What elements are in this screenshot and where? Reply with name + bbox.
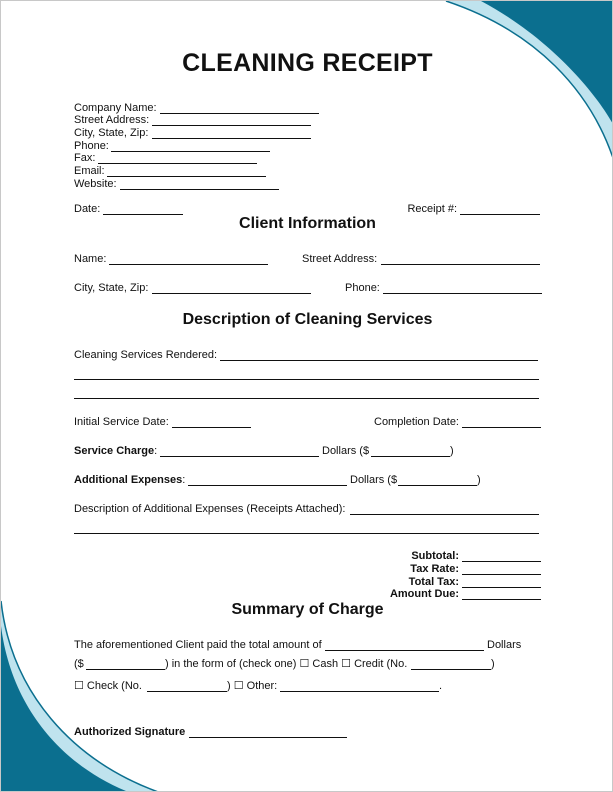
services-heading: Description of Cleaning Services [182,311,433,328]
credit-close-paren: ) [491,658,495,670]
additional-expenses-description-field[interactable] [350,514,539,515]
summary-dollars-word: Dollars [487,639,522,651]
service-charge-label-group [74,445,157,458]
client-street-field[interactable] [381,264,540,265]
subtotal-label: Subtotal: [411,550,459,562]
company-name-field[interactable] [160,113,319,114]
service-charge-label: Service Charge [74,445,155,457]
services-rendered-field[interactable] [220,360,538,361]
summary-heading: Summary of Charge [231,601,384,618]
check-number-field[interactable] [147,691,227,692]
additional-expenses-words-field[interactable] [188,485,347,486]
service-charge-close-paren: ) [450,445,454,457]
completion-date-field[interactable] [462,427,541,428]
company-street-label: Street Address: [74,114,150,126]
company-name-label: Company Name: [74,102,157,114]
summary-open-paren-dollar: ($ [74,658,84,670]
authorized-signature-field[interactable] [189,737,347,738]
total-tax-label: Total Tax: [408,576,459,588]
company-city-field[interactable] [152,138,311,139]
completion-date-label: Completion Date: [374,416,459,428]
page-title: CLEANING RECEIPT [182,49,433,77]
company-fax-label: Fax: [74,152,96,164]
client-name-field[interactable] [109,264,268,265]
company-phone-label: Phone: [74,140,109,152]
total-tax-field[interactable] [462,587,541,588]
summary-total-amount-field[interactable] [325,650,484,651]
check-option-label: ☐ Check (No. [74,680,142,692]
service-charge-words-field[interactable] [160,456,319,457]
tax-rate-label: Tax Rate: [410,563,459,575]
company-fax-field[interactable] [98,163,257,164]
tax-rate-field[interactable] [462,574,541,575]
date-label: Date: [74,203,101,215]
client-street-label: Street Address: [302,253,378,265]
client-phone-field[interactable] [383,293,542,294]
additional-expenses-amount-field[interactable] [398,485,477,486]
company-phone-field[interactable] [111,151,270,152]
client-information-heading: Client Information [239,215,376,232]
subtotal-field[interactable] [462,561,541,562]
company-website-label: Website: [74,178,117,190]
company-email-label: Email: [74,165,105,177]
company-city-label: City, State, Zip: [74,127,149,139]
client-name-label: Name: [74,253,107,265]
additional-expenses-label-group [74,474,185,487]
services-rendered-line-2[interactable] [74,379,539,380]
initial-service-date-field[interactable] [172,427,251,428]
additional-expenses-close-paren: ) [477,474,481,486]
additional-expenses-description-line-2[interactable] [74,533,539,534]
summary-payment-form-text: ) in the form of (check one) ☐ Cash ☐ Credit (No. [165,658,408,670]
other-period: . [439,680,443,692]
additional-expenses-description-label: Description of Additional Expenses (Receipts Attached): [74,503,346,515]
service-charge-dollars-label: Dollars ($ [322,445,370,457]
other-payment-field[interactable] [280,691,439,692]
amount-due-field[interactable] [462,599,541,600]
services-rendered-line-3[interactable] [74,398,539,399]
additional-expenses-dollars-label: Dollars ($ [350,474,398,486]
initial-service-date-label: Initial Service Date: [74,416,169,428]
additional-expenses-colon: : [182,474,186,486]
client-city-field[interactable] [152,293,311,294]
company-email-field[interactable] [107,176,266,177]
company-website-field[interactable] [120,189,279,190]
credit-number-field[interactable] [411,669,491,670]
other-option-label: ) ☐ Other: [227,680,278,692]
company-street-field[interactable] [152,125,311,126]
summary-amount-figure-field[interactable] [86,669,165,670]
receipt-number-label: Receipt #: [407,203,457,215]
authorized-signature-label: Authorized Signature [74,726,186,738]
client-city-label: City, State, Zip: [74,282,149,294]
client-phone-label: Phone: [345,282,380,294]
summary-paid-text: The aforementioned Client paid the total amount of [74,639,322,651]
additional-expenses-label: Additional Expenses [74,474,183,486]
service-charge-amount-field[interactable] [371,456,450,457]
service-charge-colon: : [154,445,158,457]
services-rendered-label: Cleaning Services Rendered: [74,349,218,361]
amount-due-label: Amount Due: [389,588,459,600]
